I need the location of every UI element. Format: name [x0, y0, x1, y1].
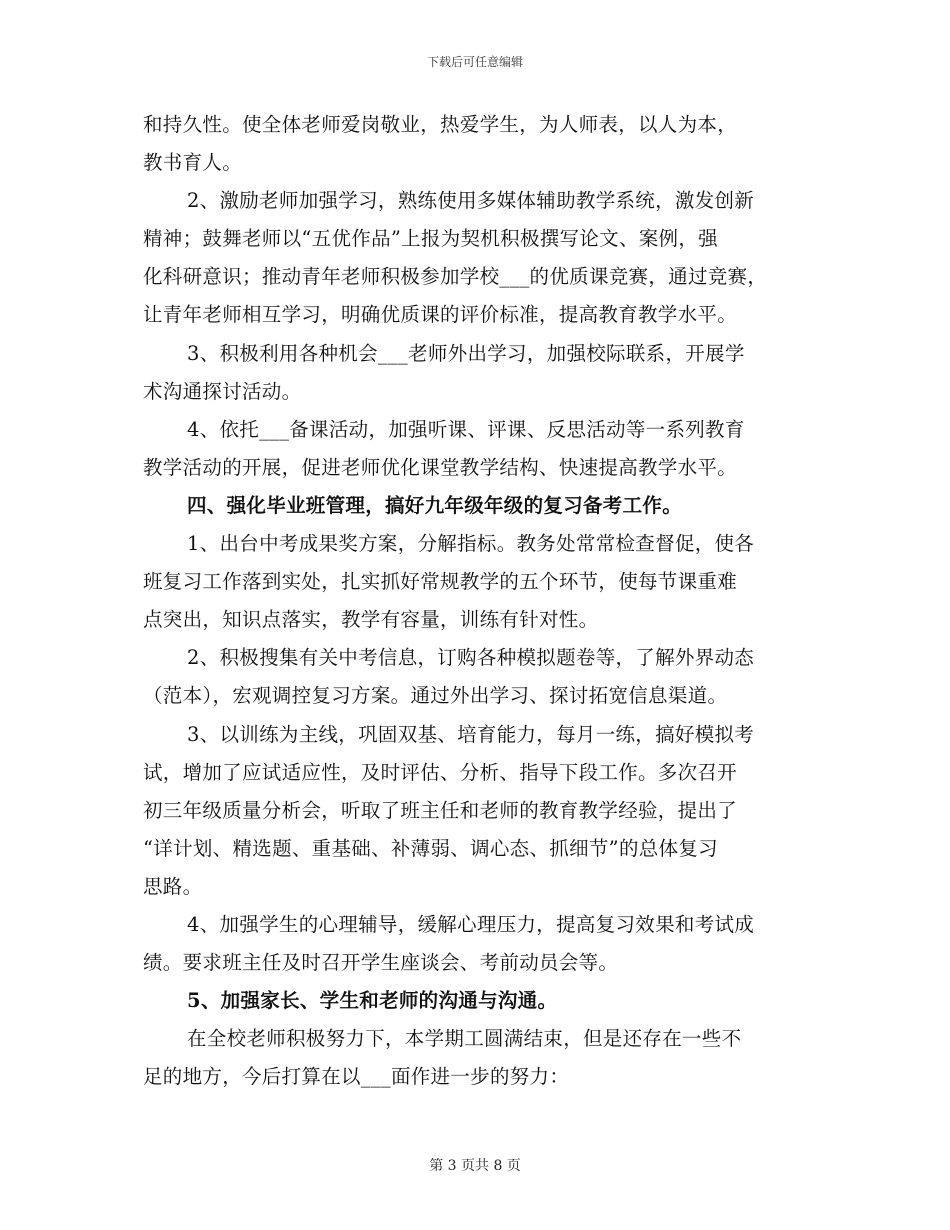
page-number: 第 3 页共 8 页 [429, 1158, 521, 1174]
text-line: “详计划、精选题、重基础、补薄弱、调心态、抓细节”的总体复习 [143, 836, 718, 860]
paragraph-start: 2、激励老师加强学习，熟练使用多媒体辅助教学系统，激发创新 [187, 189, 755, 213]
paragraph-start: 4、加强学生的心理辅导，缓解心理压力，提高复习效果和考试成 [187, 912, 755, 936]
page-header: 下载后可任意编辑 [426, 55, 523, 69]
text-line: 点突出，知识点落实，教学有容量，训练有针对性。 [143, 608, 599, 632]
paragraph-start: 在全校老师积极努力下，本学期工圆满结束，但是还存在一些不 [187, 1027, 742, 1051]
text-line: 教书育人。 [143, 151, 243, 175]
paragraph-start: 4、依托___备课活动，加强听课、评课、反思活动等一系列教育 [187, 417, 745, 441]
text-line: 教学活动的开展，促进老师优化课堂教学结构、快速提高教学水平。 [143, 455, 738, 479]
text-line: 绩。要求班主任及时召开学生座谈会、考前动员会等。 [143, 951, 619, 975]
document-body [143, 106, 815, 1096]
paragraph-start: 2、积极搜集有关中考信息，订购各种模拟题卷等，了解外界动态 [187, 646, 755, 670]
text-line: 足的地方，今后打算在以___面作进一步的努力： [143, 1065, 570, 1089]
section-heading: 5、加强家长、学生和老师的沟通与沟通。 [187, 989, 558, 1013]
text-line: 化科研意识；推动青年老师积极参加学校___的优质课竞赛，通过竞赛， [143, 265, 768, 289]
paragraph-start: 3、积极利用各种机会___老师外出学习，加强校际联系，开展学 [187, 341, 745, 365]
text-line: 术沟通探讨活动。 [143, 379, 302, 403]
text-line: 班复习工作落到实处，扎实抓好常规教学的五个环节，使每节课重难 [143, 570, 738, 594]
text-line: 和持久性。使全体老师爱岗敬业，热爱学生，为人师表，以人为本， [143, 113, 738, 136]
text-line: 精神；鼓舞老师以“五优作品”上报为契机积极撰写论文、案例，强 [143, 227, 718, 251]
text-line: 初三年级质量分析会，听取了班主任和老师的教育教学经验，提出了 [143, 798, 738, 822]
section-heading: 四、强化毕业班管理，搞好九年级年级的复习备考工作。 [187, 493, 683, 517]
text-line: 试，增加了应试适应性，及时评估、分析、指导下段工作。多次召开 [143, 760, 738, 784]
paragraph-start: 1、出台中考成果奖方案，分解指标。教务处常常检查督促，使各 [187, 532, 755, 556]
paragraph-start: 3、以训练为主线，巩固双基、培育能力，每月一练，搞好模拟考 [187, 722, 755, 746]
text-line: 思路。 [143, 874, 203, 898]
text-line: （范本），宏观调控复习方案。通过外出学习、探讨拓宽信息渠道。 [143, 684, 728, 708]
text-line: 让青年老师相互学习，明确优质课的评价标准，提高教育教学水平。 [143, 303, 738, 327]
